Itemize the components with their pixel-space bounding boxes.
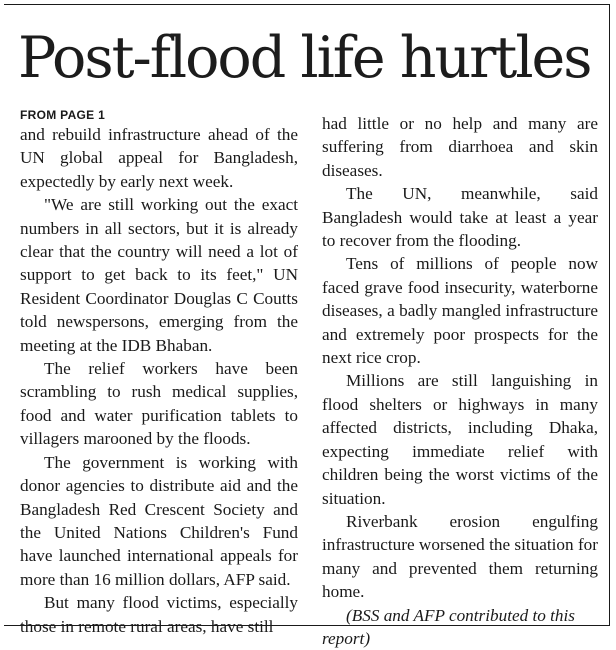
paragraph: "We are still working out the exact numbers in all sectors, but it is already clear that the country will need a lot of support to get back to its feet," UN Resident Coordinator Douglas C Coutts told newspersons, emerging from the meeting at the IDB Bhaban. (20, 195, 298, 355)
paragraph: Riverbank erosion engulfing infrastructure worsened the situation for many and prevented them returning home. (322, 511, 598, 602)
paragraph: Millions are still languishing in flood shelters or highways in many affected districts, including Dhaka, expecting immediate relief with children being the worst victims of the situation. (322, 371, 598, 508)
paragraph: and rebuild infrastructure ahead of the UN global appeal for Bangladesh, expectedly by early next week. (20, 125, 298, 191)
left-column (20, 108, 298, 638)
paragraph: The UN, meanwhile, said Bangladesh would take at least a year to recover from the flooding. (322, 184, 598, 251)
from-page-kicker: FROM PAGE 1 (20, 108, 106, 122)
paragraph: But many flood victims, especially those in remote rural areas, have still (20, 593, 298, 636)
paragraph: had little or no help and many are suffering from diarrhoea and skin diseases. (322, 114, 598, 180)
right-column (322, 112, 598, 650)
paragraph: The relief workers have been scrambling to rush medical supplies, food and water purification tablets to villagers marooned by the floods. (20, 359, 298, 449)
paragraph: The government is working with donor agencies to distribute aid and the Bangladesh Red Crescent Society and the United Nations Children's Fund have launched international appeals for more than 16 million dollars, AFP said. (20, 452, 298, 589)
headline: Post-flood life hurtles (18, 25, 591, 91)
credit-line: (BSS and AFP contributed to this report) (322, 605, 575, 648)
paragraph: Tens of millions of people now faced grave food insecurity, waterborne diseases, a badly mangled infrastructure and extremely poor prospects for the next rice crop. (322, 254, 598, 368)
